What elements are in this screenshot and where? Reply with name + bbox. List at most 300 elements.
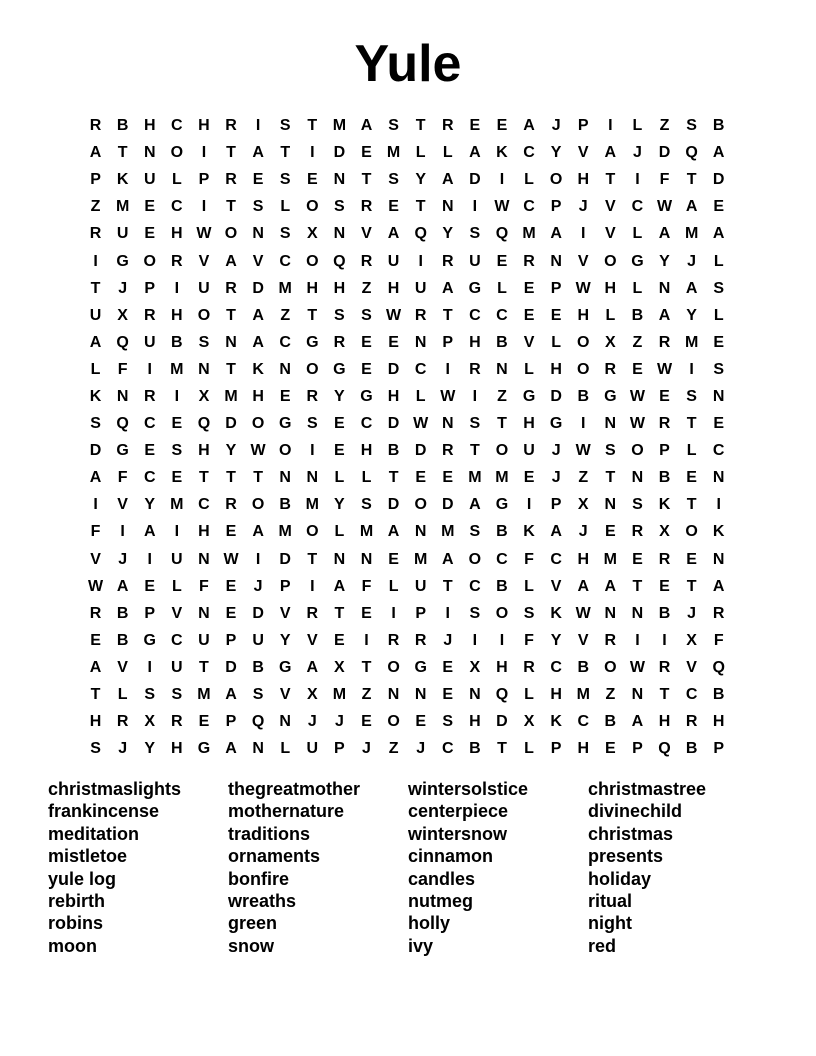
grid-letter: R [306, 604, 319, 622]
grid-letter: H [198, 442, 210, 460]
grid-letter: E [632, 360, 643, 378]
grid-letter: I [581, 225, 586, 243]
grid-letter: I [635, 171, 640, 189]
grid-letter: B [712, 686, 725, 704]
grid-letter: I [662, 631, 667, 649]
grid-letter: I [689, 360, 694, 378]
grid-letter: U [523, 442, 535, 460]
grid-letter: I [310, 577, 315, 595]
grid-letter: H [333, 279, 346, 297]
grid-letter: E [225, 604, 237, 622]
grid-letter: N [387, 686, 400, 704]
grid-letter: S [144, 686, 156, 704]
grid-letter: T [307, 550, 318, 568]
grid-letter: U [414, 577, 427, 595]
grid-letter: A [360, 117, 373, 135]
grid-letter: J [118, 279, 128, 297]
grid-letter: A [685, 198, 698, 216]
grid-letter: S [469, 225, 481, 243]
grid-letter: G [604, 387, 617, 405]
grid-letter: I [445, 360, 450, 378]
grid-letter: J [362, 740, 371, 758]
grid-letter: R [225, 117, 237, 135]
grid-row [82, 112, 734, 139]
grid-letter: V [604, 198, 616, 216]
grid-letter: E [361, 333, 372, 351]
grid-letter: B [496, 523, 508, 541]
grid-row [82, 275, 734, 302]
grid-letter: R [225, 496, 237, 514]
grid-letter: K [116, 171, 129, 189]
grid-letter: N [712, 469, 725, 487]
grid-letter: E [144, 577, 156, 595]
grid-letter: S [604, 442, 616, 460]
grid-letter: F [117, 360, 128, 378]
grid-letter: X [523, 713, 535, 731]
grid-letter: U [143, 171, 156, 189]
grid-letter: E [686, 469, 697, 487]
grid-letter: G [278, 415, 292, 433]
grid-letter: D [496, 713, 508, 731]
grid-letter: R [143, 387, 156, 405]
grid-letter: S [713, 360, 725, 378]
grid-letter: E [361, 713, 372, 731]
grid-letter: M [332, 686, 347, 704]
grid-letter: R [658, 658, 671, 676]
grid-letter: X [469, 658, 481, 676]
grid-letter: B [577, 387, 590, 405]
grid-letter: H [252, 387, 264, 405]
grid-letter: L [605, 306, 616, 324]
word-item: holiday [588, 868, 652, 889]
grid-letter: L [415, 144, 426, 162]
grid-letter: M [576, 686, 590, 704]
grid-letter: C [441, 740, 454, 758]
grid-letter: R [143, 306, 156, 324]
grid-letter: I [499, 631, 505, 649]
grid-letter: A [89, 144, 102, 162]
word-item: christmastree [588, 779, 707, 799]
grid-letter: M [278, 279, 292, 297]
grid-letter: L [334, 523, 345, 541]
grid-letter: T [117, 144, 128, 162]
grid-letter: I [310, 442, 315, 460]
word-column [588, 778, 768, 957]
grid-letter: A [523, 117, 535, 135]
grid-letter: G [631, 252, 644, 270]
grid-letter: T [226, 198, 236, 216]
grid-letter: T [442, 306, 453, 324]
grid-letter: Y [442, 225, 454, 243]
grid-letter: S [90, 740, 101, 758]
grid-letter: O [577, 360, 590, 378]
grid-letter: N [333, 225, 346, 243]
grid-letter: X [577, 496, 589, 514]
grid-letter: I [716, 496, 721, 514]
grid-letter: A [441, 550, 454, 568]
grid-row [82, 573, 734, 600]
grid-letter: O [685, 523, 698, 541]
grid-letter: L [632, 279, 643, 297]
grid-letter: V [550, 577, 562, 595]
grid-letter: Z [90, 198, 101, 216]
grid-letter: L [713, 252, 724, 270]
grid-letter: R [171, 252, 183, 270]
word-item: ivy [408, 935, 434, 956]
grid-letter: S [361, 496, 372, 514]
grid-letter: Q [116, 415, 129, 433]
grid-letter: A [469, 496, 481, 514]
grid-letter: J [307, 713, 317, 731]
grid-letter: L [171, 171, 182, 189]
grid-letter: B [658, 604, 671, 622]
grid-letter: M [684, 225, 699, 243]
grid-letter: W [575, 604, 591, 622]
grid-letter: B [387, 442, 400, 460]
grid-letter: P [225, 713, 237, 731]
grid-letter: N [333, 171, 346, 189]
grid-letter: B [496, 577, 508, 595]
grid-letter: F [659, 171, 670, 189]
grid-letter: V [198, 252, 210, 270]
grid-letter: I [418, 252, 423, 270]
grid-letter: V [279, 686, 291, 704]
grid-letter: E [361, 604, 372, 622]
grid-letter: W [223, 550, 239, 568]
grid-letter: V [306, 631, 318, 649]
grid-letter: B [116, 117, 129, 135]
grid-letter: H [496, 658, 508, 676]
grid-letter: U [89, 306, 102, 324]
grid-letter: C [171, 198, 183, 216]
grid-letter: I [147, 360, 152, 378]
grid-row [82, 139, 734, 166]
grid-row [82, 600, 734, 627]
grid-letter: G [143, 631, 156, 649]
grid-letter: M [441, 523, 455, 541]
grid-letter: A [252, 523, 264, 541]
grid-letter: W [656, 360, 673, 378]
grid-letter: D [387, 415, 400, 433]
grid-letter: X [306, 686, 318, 704]
grid-letter: D [387, 360, 400, 378]
grid-letter: N [306, 469, 319, 487]
grid-letter: E [659, 387, 670, 405]
grid-letter: U [198, 279, 210, 297]
grid-letter: T [199, 658, 209, 676]
grid-letter: Q [116, 333, 129, 351]
word-column [228, 778, 408, 957]
grid-letter: W [656, 198, 673, 216]
word-item: mothernature [228, 801, 345, 822]
grid-letter: O [577, 333, 590, 351]
grid-letter: I [93, 496, 98, 514]
grid-letter: N [712, 550, 725, 568]
grid-letter: U [387, 252, 400, 270]
grid-letter: C [550, 550, 562, 568]
grid-letter: H [577, 740, 590, 758]
grid-letter: H [171, 740, 183, 758]
grid-letter: S [388, 171, 399, 189]
grid-row [82, 491, 734, 518]
grid-row [82, 708, 734, 735]
grid-letter: E [496, 117, 508, 135]
grid-letter: E [415, 713, 426, 731]
grid-letter: A [577, 577, 590, 595]
grid-letter: H [658, 713, 671, 731]
grid-letter: L [171, 577, 182, 595]
grid-letter: P [334, 740, 345, 758]
grid-letter: Q [414, 225, 427, 243]
grid-letter: U [171, 658, 183, 676]
grid-letter: G [333, 360, 346, 378]
grid-letter: P [144, 279, 156, 297]
grid-row [82, 220, 734, 247]
grid-letter: S [469, 604, 481, 622]
grid-row [82, 166, 734, 193]
grid-letter: N [604, 604, 617, 622]
grid-letter: T [497, 740, 507, 758]
word-item: yule log [48, 868, 117, 889]
grid-letter: E [632, 550, 643, 568]
grid-letter: A [604, 144, 617, 162]
grid-letter: T [307, 306, 318, 324]
grid-letter: N [198, 360, 210, 378]
grid-letter: S [686, 117, 697, 135]
grid-letter: P [550, 198, 562, 216]
grid-letter: M [197, 686, 211, 704]
word-list [48, 778, 768, 957]
grid-letter: E [604, 523, 616, 541]
grid-letter: Y [334, 496, 345, 514]
grid-letter: J [687, 604, 697, 622]
grid-letter: L [524, 686, 534, 704]
grid-letter: S [279, 171, 291, 189]
grid-letter: J [578, 523, 588, 541]
word-item: candles [408, 868, 476, 889]
word-item: moon [48, 935, 97, 956]
grid-letter: Z [659, 117, 670, 135]
grid-letter: C [143, 415, 156, 433]
grid-letter: U [306, 740, 319, 758]
grid-letter: G [468, 279, 482, 297]
grid-letter: B [685, 740, 698, 758]
grid-letter: I [472, 387, 478, 405]
grid-row [82, 302, 734, 329]
grid-letter: Y [144, 740, 156, 758]
grid-letter: N [712, 387, 725, 405]
grid-letter: L [497, 279, 507, 297]
grid-letter: E [523, 306, 535, 324]
grid-letter: C [279, 333, 291, 351]
grid-letter: N [469, 686, 481, 704]
grid-letter: A [252, 306, 264, 324]
grid-letter: R [523, 252, 535, 270]
grid-letter: D [225, 658, 237, 676]
grid-letter: S [198, 333, 210, 351]
grid-letter: S [171, 442, 183, 460]
grid-letter: S [334, 198, 345, 216]
grid-letter: O [306, 252, 319, 270]
grid-letter: D [414, 442, 427, 460]
word-item: cinnamon [408, 846, 494, 867]
grid-row [82, 193, 734, 220]
grid-letter: I [201, 144, 207, 162]
grid-letter: F [90, 523, 101, 541]
grid-letter: C [360, 415, 373, 433]
grid-letter: Q [333, 252, 346, 270]
word-item: thegreatmother [228, 779, 361, 799]
grid-letter: S [252, 686, 264, 704]
grid-letter: E [144, 442, 156, 460]
grid-letter: F [361, 577, 372, 595]
grid-letter: R [441, 252, 454, 270]
grid-letter: H [143, 117, 156, 135]
grid-letter: V [90, 550, 101, 568]
grid-letter: E [144, 225, 156, 243]
grid-letter: B [279, 496, 291, 514]
grid-letter: P [577, 117, 589, 135]
grid-letter: U [143, 333, 156, 351]
word-item: wintersnow [408, 823, 508, 844]
grid-letter: E [144, 198, 156, 216]
grid-letter: M [359, 523, 374, 541]
grid-letter: Z [578, 469, 589, 487]
grid-letter: L [524, 577, 534, 595]
grid-letter: W [575, 442, 591, 460]
grid-letter: Q [658, 740, 671, 758]
grid-letter: I [581, 415, 586, 433]
grid-letter: B [577, 658, 590, 676]
grid-letter: R [225, 171, 237, 189]
grid-letter: M [684, 333, 699, 351]
grid-letter: A [306, 658, 319, 676]
grid-row [82, 681, 734, 708]
grid-letter: D [225, 415, 237, 433]
grid-letter: Y [225, 442, 237, 460]
grid-letter: T [686, 577, 697, 595]
grid-letter: E [604, 740, 616, 758]
grid-letter: R [333, 333, 346, 351]
grid-letter: A [658, 225, 671, 243]
word-item: bonfire [228, 868, 289, 889]
grid-letter: H [387, 279, 400, 297]
grid-letter: N [279, 469, 291, 487]
word-item: holly [408, 913, 451, 934]
grid-letter: B [712, 117, 725, 135]
grid-letter: E [496, 252, 508, 270]
grid-letter: L [524, 360, 534, 378]
grid-letter: N [414, 523, 427, 541]
word-item: red [588, 935, 617, 956]
grid-letter: R [658, 550, 671, 568]
grid-letter: E [713, 198, 725, 216]
grid-letter: S [171, 686, 183, 704]
grid-letter: H [469, 713, 481, 731]
grid-letter: L [442, 144, 453, 162]
grid-letter: M [414, 550, 428, 568]
grid-letter: N [116, 387, 129, 405]
grid-letter: C [469, 306, 481, 324]
grid-letter: T [442, 577, 453, 595]
grid-letter: S [90, 415, 101, 433]
grid-letter: E [442, 686, 454, 704]
grid-letter: V [117, 658, 128, 676]
grid-letter: L [117, 686, 128, 704]
grid-letter: X [334, 658, 345, 676]
grid-letter: D [469, 171, 481, 189]
grid-letter: T [632, 577, 643, 595]
grid-letter: P [632, 740, 643, 758]
grid-letter: R [658, 415, 671, 433]
grid-letter: O [604, 658, 617, 676]
grid-letter: I [120, 523, 125, 541]
grid-letter: R [604, 360, 617, 378]
grid-letter: T [199, 469, 209, 487]
grid-letter: C [171, 631, 183, 649]
grid-letter: O [387, 658, 400, 676]
grid-letter: K [496, 144, 508, 162]
grid-letter: D [333, 144, 346, 162]
grid-letter: E [334, 415, 345, 433]
grid-letter: N [279, 360, 291, 378]
grid-letter: I [499, 171, 505, 189]
grid-letter: N [252, 225, 264, 243]
grid-letter: M [522, 225, 536, 243]
grid-letter: J [443, 631, 453, 649]
grid-letter: I [472, 198, 478, 216]
grid-row [82, 356, 734, 383]
grid-letter: C [143, 469, 156, 487]
grid-letter: L [686, 442, 697, 460]
grid-row [82, 735, 734, 762]
grid-letter: W [413, 415, 429, 433]
grid-letter: B [658, 469, 671, 487]
grid-letter: Y [334, 387, 345, 405]
grid-letter: K [550, 604, 562, 622]
grid-letter: O [224, 225, 238, 243]
word-item: green [228, 913, 278, 934]
grid-letter: U [116, 225, 129, 243]
grid-letter: V [604, 225, 616, 243]
grid-letter: D [387, 496, 400, 514]
grid-letter: R [89, 225, 102, 243]
grid-letter: V [361, 225, 372, 243]
grid-letter: J [253, 577, 263, 595]
grid-letter: V [577, 631, 589, 649]
word-item: wintersolstice [408, 779, 529, 799]
grid-letter: E [713, 415, 725, 433]
grid-row [82, 546, 734, 573]
grid-letter: G [278, 658, 292, 676]
grid-letter: A [89, 658, 102, 676]
grid-letter: B [116, 604, 129, 622]
grid-letter: Z [497, 387, 507, 405]
grid-letter: H [198, 523, 210, 541]
grid-letter: N [658, 279, 671, 297]
grid-letter: M [224, 387, 238, 405]
grid-letter: T [605, 469, 616, 487]
grid-letter: O [468, 550, 482, 568]
grid-letter: E [361, 144, 372, 162]
grid-letter: G [306, 333, 319, 351]
grid-letter: W [629, 387, 645, 405]
grid-letter: W [629, 658, 645, 676]
grid-letter: H [550, 686, 562, 704]
grid-letter: T [280, 144, 291, 162]
grid-letter: R [469, 360, 481, 378]
grid-letter: Y [686, 306, 697, 324]
